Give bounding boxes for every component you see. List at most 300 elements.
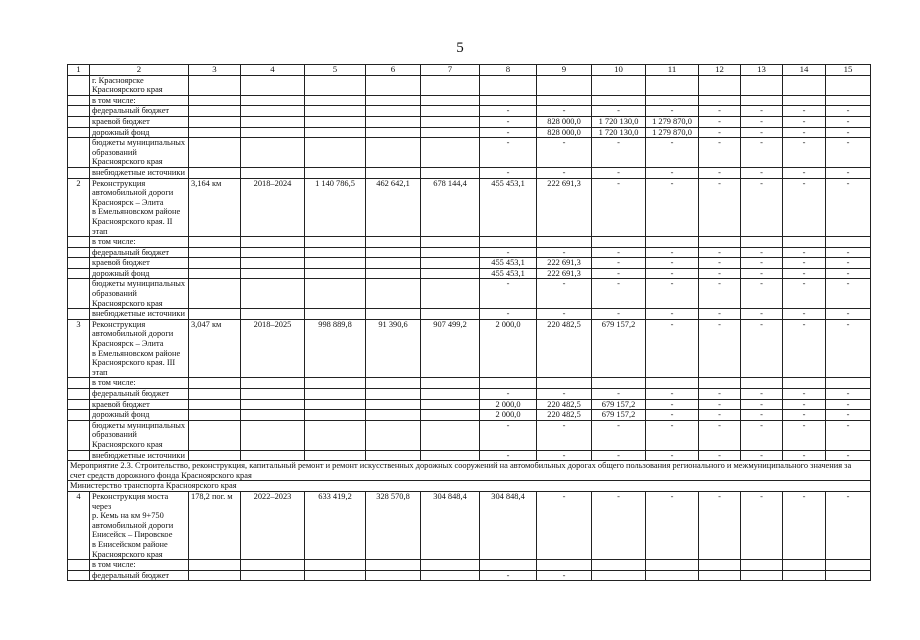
table-cell: 222 691,3 xyxy=(537,258,592,269)
table-cell xyxy=(480,560,537,571)
table-cell xyxy=(699,75,741,95)
table-cell xyxy=(241,268,305,279)
table-cell xyxy=(241,95,305,106)
table-cell xyxy=(421,410,480,421)
table-cell xyxy=(305,309,366,320)
table-cell: - xyxy=(699,491,741,559)
item-name-cell: в том числе: xyxy=(90,237,189,248)
table-cell xyxy=(305,570,366,581)
section-title: Министерство транспорта Красноярского края xyxy=(68,481,871,492)
table-cell: - xyxy=(537,106,592,117)
table-cell xyxy=(421,309,480,320)
item-name-cell: бюджеты муниципальных образований Красноярского края xyxy=(90,279,189,309)
table-cell xyxy=(646,560,699,571)
table-cell xyxy=(421,279,480,309)
budget-table xyxy=(67,64,871,581)
table-cell: 2 000,0 xyxy=(480,319,537,378)
row-number-cell xyxy=(68,560,90,571)
table-cell: - xyxy=(646,399,699,410)
table-cell: - xyxy=(826,399,871,410)
table-cell: - xyxy=(646,420,699,450)
item-name-cell: краевой бюджет xyxy=(90,116,189,127)
table-cell xyxy=(189,138,241,168)
table-cell: - xyxy=(741,399,783,410)
table-cell xyxy=(305,167,366,178)
table-cell xyxy=(421,75,480,95)
table-cell: - xyxy=(537,138,592,168)
row-number-cell xyxy=(68,247,90,258)
table-cell xyxy=(646,95,699,106)
table-cell: 91 390,6 xyxy=(366,319,421,378)
row-number-cell xyxy=(68,127,90,138)
table-cell xyxy=(421,116,480,127)
table-cell xyxy=(241,237,305,248)
table-cell xyxy=(421,127,480,138)
table-cell: - xyxy=(480,420,537,450)
table-cell: - xyxy=(741,279,783,309)
table-cell: 222 691,3 xyxy=(537,268,592,279)
table-cell xyxy=(783,560,826,571)
table-cell xyxy=(366,258,421,269)
table-row xyxy=(68,420,871,450)
table-cell xyxy=(699,237,741,248)
table-cell xyxy=(189,410,241,421)
table-row xyxy=(68,95,871,106)
table-cell: - xyxy=(741,167,783,178)
table-cell: 455 453,1 xyxy=(480,258,537,269)
table-cell xyxy=(699,378,741,389)
table-cell: - xyxy=(741,127,783,138)
table-row xyxy=(68,258,871,269)
table-cell: - xyxy=(592,491,646,559)
table-cell xyxy=(421,389,480,400)
table-cell xyxy=(592,95,646,106)
item-name-cell: внебюджетные источники xyxy=(90,450,189,461)
table-cell xyxy=(366,106,421,117)
table-cell xyxy=(305,258,366,269)
table-cell: - xyxy=(783,399,826,410)
table-cell: - xyxy=(826,167,871,178)
row-number-cell xyxy=(68,410,90,421)
table-cell xyxy=(366,399,421,410)
table-row xyxy=(68,138,871,168)
table-cell: - xyxy=(646,247,699,258)
table-row xyxy=(68,116,871,127)
table-cell: - xyxy=(783,450,826,461)
table-cell xyxy=(826,237,871,248)
table-cell xyxy=(592,560,646,571)
table-cell: 220 482,5 xyxy=(537,410,592,421)
table-cell: - xyxy=(826,247,871,258)
table-row xyxy=(68,399,871,410)
table-cell: - xyxy=(646,389,699,400)
table-cell xyxy=(366,95,421,106)
table-cell: - xyxy=(537,309,592,320)
table-cell: 2 000,0 xyxy=(480,399,537,410)
table-row xyxy=(68,178,871,237)
item-name-cell: Реконструкция автомобильной дороги Красноярск – Элита в Емельяновском районе Красноярского края. III этап xyxy=(90,319,189,378)
table-cell: - xyxy=(646,279,699,309)
table-cell: 178,2 пог. м xyxy=(189,491,241,559)
section-row xyxy=(68,481,871,492)
table-cell xyxy=(421,95,480,106)
table-cell: 1 720 130,0 xyxy=(592,116,646,127)
table-cell xyxy=(189,389,241,400)
column-header: 9 xyxy=(537,65,592,76)
table-cell: - xyxy=(826,491,871,559)
table-cell xyxy=(366,138,421,168)
table-cell: - xyxy=(826,309,871,320)
table-cell xyxy=(826,95,871,106)
table-cell xyxy=(699,560,741,571)
row-number-cell xyxy=(68,268,90,279)
table-cell: - xyxy=(741,116,783,127)
table-cell xyxy=(305,268,366,279)
table-cell: - xyxy=(699,319,741,378)
column-header: 10 xyxy=(592,65,646,76)
table-cell: - xyxy=(826,268,871,279)
table-cell: - xyxy=(741,389,783,400)
table-cell xyxy=(783,378,826,389)
table-cell xyxy=(189,378,241,389)
table-cell: 220 482,5 xyxy=(537,319,592,378)
table-cell: - xyxy=(783,116,826,127)
table-cell: - xyxy=(592,167,646,178)
table-row xyxy=(68,279,871,309)
table-cell: - xyxy=(783,106,826,117)
table-cell xyxy=(241,410,305,421)
column-header: 2 xyxy=(90,65,189,76)
table-cell xyxy=(189,258,241,269)
table-cell: - xyxy=(646,450,699,461)
column-header: 11 xyxy=(646,65,699,76)
table-cell xyxy=(421,378,480,389)
table-cell: 222 691,3 xyxy=(537,178,592,237)
table-cell: - xyxy=(537,389,592,400)
table-cell: 679 157,2 xyxy=(592,410,646,421)
table-cell: - xyxy=(783,247,826,258)
table-cell: 455 453,1 xyxy=(480,178,537,237)
table-cell xyxy=(189,247,241,258)
table-row xyxy=(68,167,871,178)
row-number-cell xyxy=(68,116,90,127)
table-cell: - xyxy=(741,258,783,269)
table-cell xyxy=(366,116,421,127)
table-cell xyxy=(241,420,305,450)
table-cell: - xyxy=(480,389,537,400)
row-number-cell: 2 xyxy=(68,178,90,237)
table-cell xyxy=(366,410,421,421)
table-cell xyxy=(241,247,305,258)
table-cell: - xyxy=(699,167,741,178)
table-cell xyxy=(421,399,480,410)
table-cell xyxy=(189,450,241,461)
item-name-cell: бюджеты муниципальных образований Красноярского края xyxy=(90,138,189,168)
table-cell: - xyxy=(699,106,741,117)
table-cell: 678 144,4 xyxy=(421,178,480,237)
table-cell xyxy=(305,410,366,421)
table-cell: - xyxy=(592,247,646,258)
table-cell xyxy=(366,309,421,320)
table-cell xyxy=(421,570,480,581)
table-cell: - xyxy=(537,450,592,461)
item-name-cell: внебюджетные источники xyxy=(90,309,189,320)
table-cell xyxy=(421,258,480,269)
table-cell: 455 453,1 xyxy=(480,268,537,279)
table-cell: 3,047 км xyxy=(189,319,241,378)
table-cell xyxy=(366,279,421,309)
table-cell: - xyxy=(537,570,592,581)
table-cell xyxy=(480,75,537,95)
table-cell xyxy=(366,268,421,279)
table-cell: - xyxy=(646,138,699,168)
table-cell xyxy=(189,420,241,450)
table-cell: 828 000,0 xyxy=(537,116,592,127)
table-cell: - xyxy=(826,279,871,309)
table-cell xyxy=(366,560,421,571)
table-cell: 907 499,2 xyxy=(421,319,480,378)
table-cell xyxy=(421,560,480,571)
table-cell: 328 570,8 xyxy=(366,491,421,559)
table-cell xyxy=(537,237,592,248)
table-cell xyxy=(241,106,305,117)
table-cell: - xyxy=(741,178,783,237)
table-cell: - xyxy=(783,420,826,450)
table-cell: - xyxy=(646,309,699,320)
table-cell xyxy=(646,75,699,95)
table-cell xyxy=(366,389,421,400)
table-cell: - xyxy=(480,247,537,258)
column-header: 5 xyxy=(305,65,366,76)
table-cell: - xyxy=(480,570,537,581)
item-name-cell: краевой бюджет xyxy=(90,399,189,410)
table-cell: - xyxy=(646,167,699,178)
table-cell: - xyxy=(480,138,537,168)
table-cell: - xyxy=(537,247,592,258)
table-cell xyxy=(699,95,741,106)
table-cell xyxy=(783,237,826,248)
column-header: 3 xyxy=(189,65,241,76)
table-cell: - xyxy=(480,127,537,138)
table-cell: - xyxy=(783,319,826,378)
table-cell xyxy=(826,560,871,571)
table-cell: - xyxy=(480,116,537,127)
table-cell: - xyxy=(646,268,699,279)
table-cell xyxy=(305,420,366,450)
table-cell xyxy=(592,75,646,95)
table-cell: 2022–2023 xyxy=(241,491,305,559)
table-cell xyxy=(305,106,366,117)
row-number-cell xyxy=(68,389,90,400)
table-cell: - xyxy=(699,127,741,138)
table-cell: - xyxy=(537,420,592,450)
table-cell xyxy=(366,237,421,248)
table-cell: - xyxy=(826,138,871,168)
table-cell: 679 157,2 xyxy=(592,399,646,410)
table-cell xyxy=(366,420,421,450)
table-cell: 2018–2024 xyxy=(241,178,305,237)
table-cell xyxy=(189,279,241,309)
table-cell xyxy=(366,127,421,138)
table-cell: - xyxy=(646,178,699,237)
table-cell: - xyxy=(646,491,699,559)
table-cell: - xyxy=(480,106,537,117)
row-number-cell xyxy=(68,309,90,320)
table-cell xyxy=(305,378,366,389)
table-cell: 1 279 870,0 xyxy=(646,116,699,127)
table-cell xyxy=(592,378,646,389)
table-cell xyxy=(421,237,480,248)
column-header: 6 xyxy=(366,65,421,76)
table-row xyxy=(68,410,871,421)
table-cell xyxy=(189,268,241,279)
table-cell xyxy=(305,116,366,127)
column-header: 12 xyxy=(699,65,741,76)
table-cell xyxy=(741,75,783,95)
table-cell xyxy=(646,570,699,581)
page-number: 5 xyxy=(456,40,464,56)
item-name-cell: дорожный фонд xyxy=(90,268,189,279)
table-cell xyxy=(366,247,421,258)
table-cell: - xyxy=(699,389,741,400)
table-cell xyxy=(305,237,366,248)
table-row xyxy=(68,106,871,117)
column-header: 15 xyxy=(826,65,871,76)
table-cell: - xyxy=(783,279,826,309)
table-cell xyxy=(305,560,366,571)
column-header: 8 xyxy=(480,65,537,76)
table-cell xyxy=(241,279,305,309)
table-cell: - xyxy=(741,268,783,279)
table-cell xyxy=(741,237,783,248)
row-number-cell xyxy=(68,237,90,248)
table-cell xyxy=(421,138,480,168)
table-cell xyxy=(421,450,480,461)
table-cell: - xyxy=(741,410,783,421)
table-cell xyxy=(189,560,241,571)
table-cell xyxy=(537,378,592,389)
item-name-cell: в том числе: xyxy=(90,560,189,571)
row-number-cell xyxy=(68,75,90,95)
table-cell: - xyxy=(480,309,537,320)
item-name-cell: федеральный бюджет xyxy=(90,106,189,117)
row-number-cell xyxy=(68,378,90,389)
item-name-cell: Реконструкция автомобильной дороги Красноярск – Элита в Емельяновском районе Красноярского края. II этап xyxy=(90,178,189,237)
table-cell xyxy=(646,378,699,389)
table-cell: - xyxy=(480,279,537,309)
item-name-cell: г. Красноярске Красноярского края xyxy=(90,75,189,95)
column-header: 14 xyxy=(783,65,826,76)
table-cell: - xyxy=(699,279,741,309)
table-cell: - xyxy=(741,420,783,450)
item-name-cell: в том числе: xyxy=(90,378,189,389)
table-cell: - xyxy=(826,319,871,378)
table-cell: - xyxy=(646,106,699,117)
table-cell xyxy=(189,127,241,138)
table-cell xyxy=(241,399,305,410)
table-cell: - xyxy=(480,450,537,461)
table-cell: - xyxy=(537,279,592,309)
table-header-row xyxy=(68,65,871,76)
table-cell xyxy=(189,167,241,178)
table-cell: 220 482,5 xyxy=(537,399,592,410)
table-cell xyxy=(783,570,826,581)
item-name-cell: внебюджетные источники xyxy=(90,167,189,178)
table-cell xyxy=(189,570,241,581)
table-cell xyxy=(592,570,646,581)
table-cell xyxy=(305,138,366,168)
table-cell: - xyxy=(592,309,646,320)
section-title: Мероприятие 2.3. Строительство, реконструкция, капитальный ремонт и ремонт искусственных дорожных сооружений на автомобильных дорогах общего пользования регионального и межмуниципального значения за счет средств дорожного фонда Красноярского края xyxy=(68,461,871,481)
table-row xyxy=(68,560,871,571)
item-name-cell: дорожный фонд xyxy=(90,127,189,138)
table-cell xyxy=(366,75,421,95)
table-row xyxy=(68,570,871,581)
row-number-cell xyxy=(68,138,90,168)
item-name-cell: в том числе: xyxy=(90,95,189,106)
table-cell: - xyxy=(699,420,741,450)
table-row xyxy=(68,319,871,378)
table-cell xyxy=(305,95,366,106)
table-cell xyxy=(241,570,305,581)
table-cell: - xyxy=(699,178,741,237)
table-cell: - xyxy=(783,491,826,559)
table-cell: 1 279 870,0 xyxy=(646,127,699,138)
table-cell xyxy=(189,237,241,248)
table-cell: - xyxy=(783,178,826,237)
table-cell: 679 157,2 xyxy=(592,319,646,378)
table-cell: - xyxy=(741,450,783,461)
table-cell xyxy=(366,450,421,461)
table-cell xyxy=(480,237,537,248)
table-cell xyxy=(189,95,241,106)
table-cell: - xyxy=(699,138,741,168)
row-number-cell xyxy=(68,450,90,461)
table-cell xyxy=(189,75,241,95)
table-cell: 1 720 130,0 xyxy=(592,127,646,138)
row-number-cell: 3 xyxy=(68,319,90,378)
table-cell: - xyxy=(646,410,699,421)
table-cell: - xyxy=(826,258,871,269)
table-cell xyxy=(189,399,241,410)
table-cell xyxy=(189,106,241,117)
row-number-cell xyxy=(68,167,90,178)
row-number-cell xyxy=(68,279,90,309)
table-cell xyxy=(366,378,421,389)
table-cell xyxy=(480,378,537,389)
table-cell xyxy=(241,75,305,95)
table-cell: - xyxy=(741,309,783,320)
section-row xyxy=(68,461,871,481)
table-row xyxy=(68,237,871,248)
table-cell xyxy=(480,95,537,106)
table-cell: - xyxy=(741,247,783,258)
table-row xyxy=(68,309,871,320)
table-cell xyxy=(741,95,783,106)
table-cell xyxy=(826,378,871,389)
table-cell xyxy=(305,127,366,138)
table-cell xyxy=(241,309,305,320)
table-cell: - xyxy=(826,420,871,450)
table-row xyxy=(68,378,871,389)
table-cell xyxy=(241,167,305,178)
table-cell: 304 848,4 xyxy=(480,491,537,559)
table-cell: - xyxy=(783,138,826,168)
table-cell: - xyxy=(592,258,646,269)
table-cell xyxy=(241,116,305,127)
row-number-cell xyxy=(68,399,90,410)
table-cell: - xyxy=(537,491,592,559)
